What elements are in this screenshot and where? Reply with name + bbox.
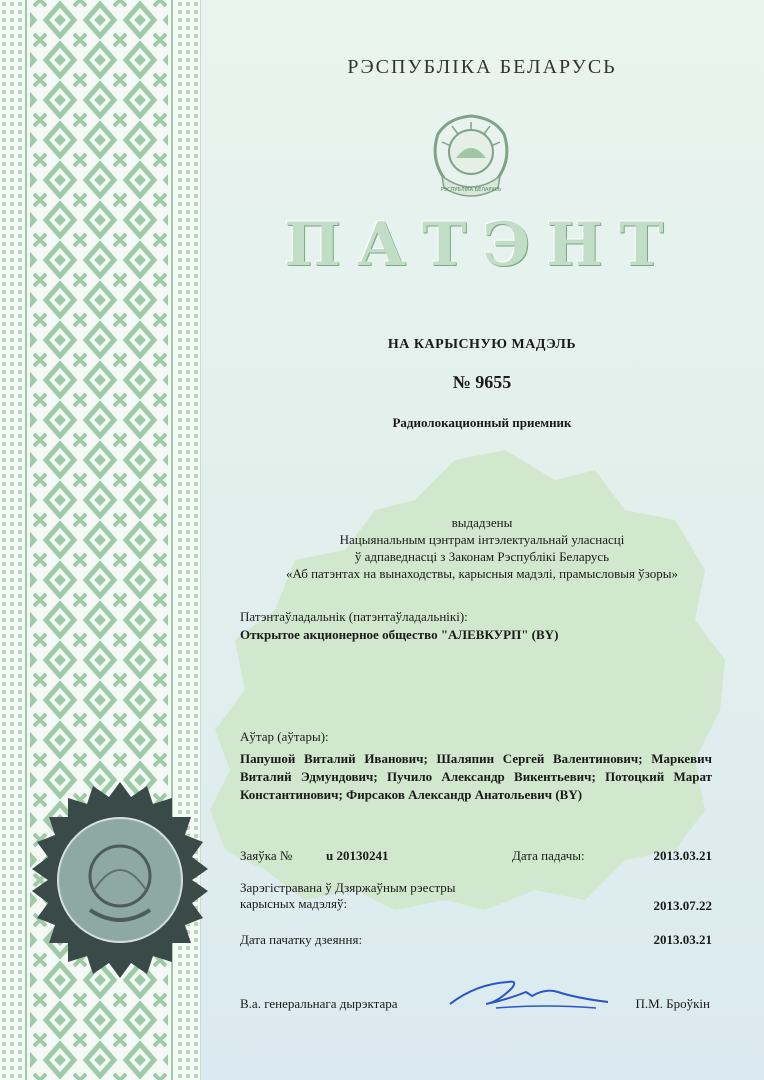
issuing-authority	[200, 514, 764, 582]
handwritten-signature	[446, 974, 616, 1014]
signatory-name: П.М. Броўкін	[635, 996, 710, 1011]
application-number: u 20130241	[326, 848, 389, 863]
registration-label-1: Зарэгістравана ў Дзяржаўным рэестры	[240, 880, 456, 895]
authors-value: Папушой Виталий Иванович; Шаляпин Сергей Валентинович; Маркевич Виталий Эдмундович; Пучило Александр Викентьевич; Потоцкий Марат Константинович; Фирсаков Александр Анатольевич (BY)	[240, 751, 712, 802]
republic-name: РЭСПУБЛІКА БЕЛАРУСЬ	[347, 56, 617, 78]
holder-section	[240, 608, 712, 644]
validity-label: Дата пачатку дзеяння:	[240, 932, 363, 947]
registration-label-2: карысных мадэляў:	[240, 896, 348, 911]
filing-date: 2013.03.21	[653, 848, 712, 863]
authors-section	[240, 728, 712, 804]
invention-title: Радиолокационный приемник	[392, 415, 572, 430]
svg-text:РЭСПУБЛІКА БЕЛАРУСЬ: РЭСПУБЛІКА БЕЛАРУСЬ	[440, 187, 502, 193]
patent-number: № 9655	[452, 372, 512, 392]
issued-line: выдадзены	[451, 515, 513, 530]
holder-value: Открытое акционерное общество "АЛЕВКУРП" (BY)	[240, 627, 559, 642]
holder-label: Патэнтаўладальнік (патэнтаўладальнікі):	[240, 609, 468, 624]
signatory-position: В.а. генеральнага дырэктара	[240, 996, 398, 1011]
filing-date-label: Дата падачы:	[512, 848, 585, 863]
state-emblem-icon	[424, 108, 518, 204]
patent-kind: НА КАРЫСНУЮ МАДЭЛЬ	[387, 337, 577, 352]
validity-row	[240, 932, 712, 948]
registration-row	[240, 880, 712, 912]
issued-line: «Аб патэнтах на вынаходствы, карысныя мадэлі, прамысловыя ўзоры»	[286, 566, 678, 581]
registration-date: 2013.07.22	[653, 898, 712, 913]
authors-label: Аўтар (аўтары):	[240, 729, 329, 744]
issued-line: Нацыянальным цэнтрам інтэлектуальнай уласнасці	[339, 532, 625, 547]
validity-date: 2013.03.21	[653, 932, 712, 947]
issued-line: ў адпаведнасці з Законам Рэспублікі Беларусь	[354, 549, 610, 564]
application-row	[240, 848, 712, 864]
application-label: Заяўка №	[240, 848, 293, 863]
hologram-seal	[20, 780, 220, 980]
document-type-heading: ПАТЭНТ	[284, 210, 680, 280]
